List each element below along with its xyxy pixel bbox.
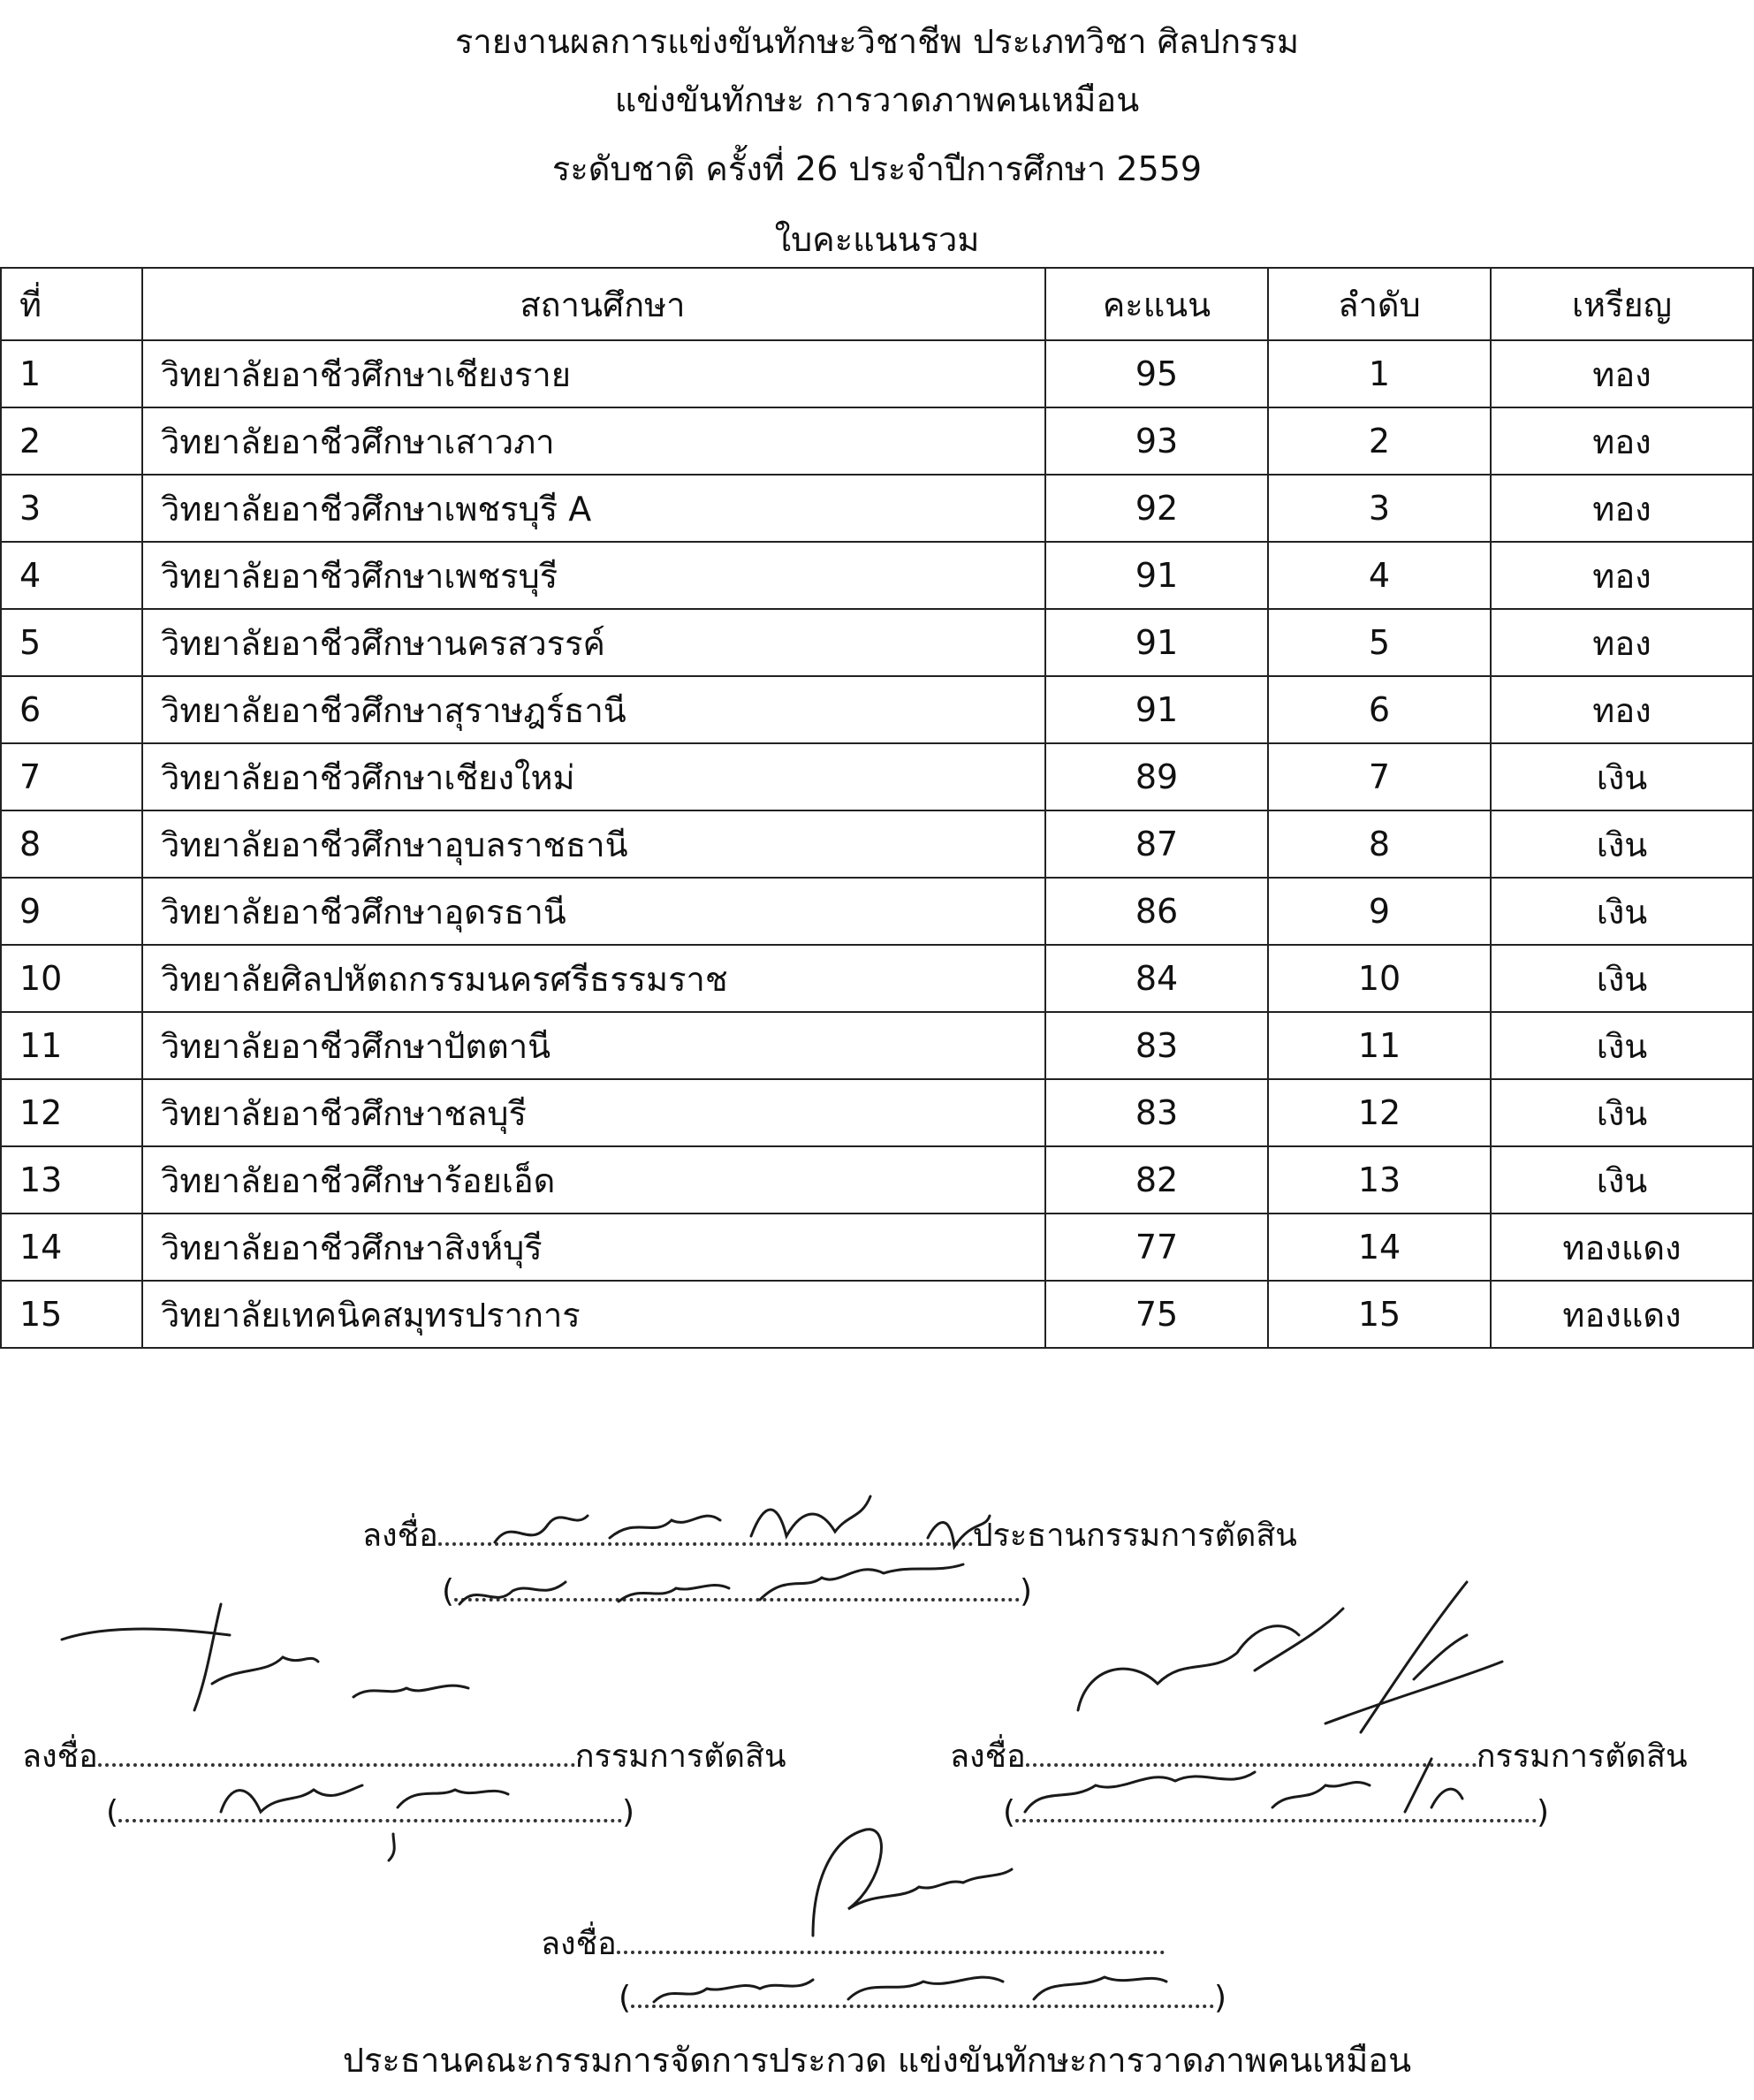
- cell-score: 91: [1045, 676, 1268, 743]
- cell-medal: ทอง: [1491, 340, 1753, 407]
- judge1-title: กรรมการตัดสิน: [574, 1739, 786, 1775]
- judge1-sign-label: ลงชื่อ: [22, 1739, 98, 1775]
- cell-rank: 13: [1268, 1146, 1491, 1214]
- cell-medal: เงิน: [1491, 1079, 1753, 1146]
- cell-medal: ทอง: [1491, 475, 1753, 542]
- cell-school: วิทยาลัยศิลปหัตถกรรมนครศรีธรรมราช: [142, 945, 1045, 1012]
- cell-medal: ทอง: [1491, 407, 1753, 475]
- organizer-signature-scribble: [813, 1830, 1012, 1936]
- chair-name-line: ( ): [442, 1573, 1033, 1609]
- cell-rank: 10: [1268, 945, 1491, 1012]
- cell-no: 3: [1, 475, 142, 542]
- column-header-school: สถานศึกษา: [142, 268, 1045, 340]
- cell-medal: เงิน: [1491, 1146, 1753, 1214]
- cell-school: วิทยาลัยอาชีวศึกษาเชียงราย: [142, 340, 1045, 407]
- cell-no: 9: [1, 878, 142, 945]
- organizer-name-scribble: [654, 1977, 1166, 2002]
- chair-title: ประธานกรรมการตัดสิน: [972, 1518, 1297, 1554]
- cell-no: 11: [1, 1012, 142, 1079]
- cell-school: วิทยาลัยอาชีวศึกษาปัตตานี: [142, 1012, 1045, 1079]
- cell-score: 91: [1045, 542, 1268, 609]
- judge1-name-scribble: [221, 1785, 508, 1860]
- cell-school: วิทยาลัยอาชีวศึกษาเชียงใหม่: [142, 743, 1045, 810]
- judge2-sign-label: ลงชื่อ: [950, 1739, 1026, 1775]
- cell-medal: ทองแดง: [1491, 1214, 1753, 1281]
- cell-score: 83: [1045, 1079, 1268, 1146]
- judge1-signature-scribble: [62, 1604, 468, 1710]
- cell-medal: ทอง: [1491, 676, 1753, 743]
- organizer-name-line: ( ): [619, 1980, 1227, 2016]
- cell-no: 13: [1, 1146, 142, 1214]
- cell-school: วิทยาลัยอาชีวศึกษาสิงห์บุรี: [142, 1214, 1045, 1281]
- cell-no: 5: [1, 609, 142, 676]
- cell-score: 82: [1045, 1146, 1268, 1214]
- cell-score: 77: [1045, 1214, 1268, 1281]
- cell-score: 83: [1045, 1012, 1268, 1079]
- judge2-name-line: ( ): [1003, 1794, 1550, 1830]
- column-header-rank: ลำดับ: [1268, 268, 1491, 340]
- cell-no: 2: [1, 407, 142, 475]
- cell-rank: 2: [1268, 407, 1491, 475]
- competition-level: ระดับชาติ ครั้งที่ 26 ประจำปีการศึกษา 2559: [551, 149, 1203, 188]
- cell-school: วิทยาลัยอาชีวศึกษาชลบุรี: [142, 1079, 1045, 1146]
- cell-no: 6: [1, 676, 142, 743]
- cell-rank: 12: [1268, 1079, 1491, 1146]
- cell-no: 14: [1, 1214, 142, 1281]
- organizer-title: ประธานคณะกรรมการจัดการประกวด แข่งขันทักษะการวาดภาพคนเหมือน: [342, 2041, 1412, 2080]
- cell-rank: 1: [1268, 340, 1491, 407]
- cell-score: 91: [1045, 609, 1268, 676]
- cell-no: 15: [1, 1281, 142, 1348]
- cell-rank: 8: [1268, 810, 1491, 878]
- cell-rank: 7: [1268, 743, 1491, 810]
- cell-school: วิทยาลัยอาชีวศึกษาอุบลราชธานี: [142, 810, 1045, 878]
- cell-medal: เงิน: [1491, 810, 1753, 878]
- cell-score: 86: [1045, 878, 1268, 945]
- cell-school: วิทยาลัยอาชีวศึกษาสุราษฎร์ธานี: [142, 676, 1045, 743]
- column-header-medal: เหรียญ: [1491, 268, 1753, 340]
- cell-rank: 6: [1268, 676, 1491, 743]
- cell-school: วิทยาลัยอาชีวศึกษาอุดรธานี: [142, 878, 1045, 945]
- cell-school: วิทยาลัยเทคนิคสมุทรปราการ: [142, 1281, 1045, 1348]
- cell-school: วิทยาลัยอาชีวศึกษาร้อยเอ็ด: [142, 1146, 1045, 1214]
- cell-school: วิทยาลัยอาชีวศึกษาเพชรบุรี A: [142, 475, 1045, 542]
- cell-school: วิทยาลัยอาชีวศึกษาเสาวภา: [142, 407, 1045, 475]
- cell-rank: 3: [1268, 475, 1491, 542]
- cell-score: 92: [1045, 475, 1268, 542]
- cell-medal: เงิน: [1491, 1012, 1753, 1079]
- cell-medal: เงิน: [1491, 945, 1753, 1012]
- chair-sign-label: ลงชื่อ: [362, 1518, 438, 1554]
- cell-no: 1: [1, 340, 142, 407]
- judge2-name-scribble: [1025, 1759, 1462, 1812]
- cell-rank: 11: [1268, 1012, 1491, 1079]
- column-header-score: คะแนน: [1045, 268, 1268, 340]
- cell-rank: 14: [1268, 1214, 1491, 1281]
- cell-score: 93: [1045, 407, 1268, 475]
- chair-signature-scribble: [495, 1496, 990, 1547]
- cell-rank: 15: [1268, 1281, 1491, 1348]
- report-title: รายงานผลการแข่งขันทักษะวิชาชีพ ประเภทวิชา ศิลปกรรม: [454, 22, 1300, 61]
- competition-name: แข่งขันทักษะ การวาดภาพคนเหมือน: [614, 80, 1140, 119]
- cell-no: 7: [1, 743, 142, 810]
- cell-medal: เงิน: [1491, 743, 1753, 810]
- column-header-no: ที่: [1, 268, 142, 340]
- cell-no: 10: [1, 945, 142, 1012]
- cell-no: 12: [1, 1079, 142, 1146]
- cell-school: วิทยาลัยอาชีวศึกษาเพชรบุรี: [142, 542, 1045, 609]
- cell-rank: 4: [1268, 542, 1491, 609]
- judge2-title: กรรมการตัดสิน: [1476, 1739, 1688, 1775]
- cell-score: 75: [1045, 1281, 1268, 1348]
- cell-medal: ทอง: [1491, 609, 1753, 676]
- organizer-sign-label: ลงชื่อ: [541, 1926, 617, 1962]
- cell-score: 87: [1045, 810, 1268, 878]
- cell-medal: ทอง: [1491, 542, 1753, 609]
- cell-rank: 5: [1268, 609, 1491, 676]
- cell-no: 4: [1, 542, 142, 609]
- judge2-signature-scribble: [1078, 1582, 1502, 1732]
- cell-medal: ทองแดง: [1491, 1281, 1753, 1348]
- judge1-name-line: ( ): [106, 1794, 635, 1830]
- cell-score: 95: [1045, 340, 1268, 407]
- cell-rank: 9: [1268, 878, 1491, 945]
- cell-medal: เงิน: [1491, 878, 1753, 945]
- chair-name-scribble: [459, 1564, 963, 1604]
- cell-score: 89: [1045, 743, 1268, 810]
- sheet-title: ใบคะแนนรวม: [774, 220, 980, 259]
- cell-school: วิทยาลัยอาชีวศึกษานครสวรรค์: [142, 609, 1045, 676]
- cell-no: 8: [1, 810, 142, 878]
- cell-score: 84: [1045, 945, 1268, 1012]
